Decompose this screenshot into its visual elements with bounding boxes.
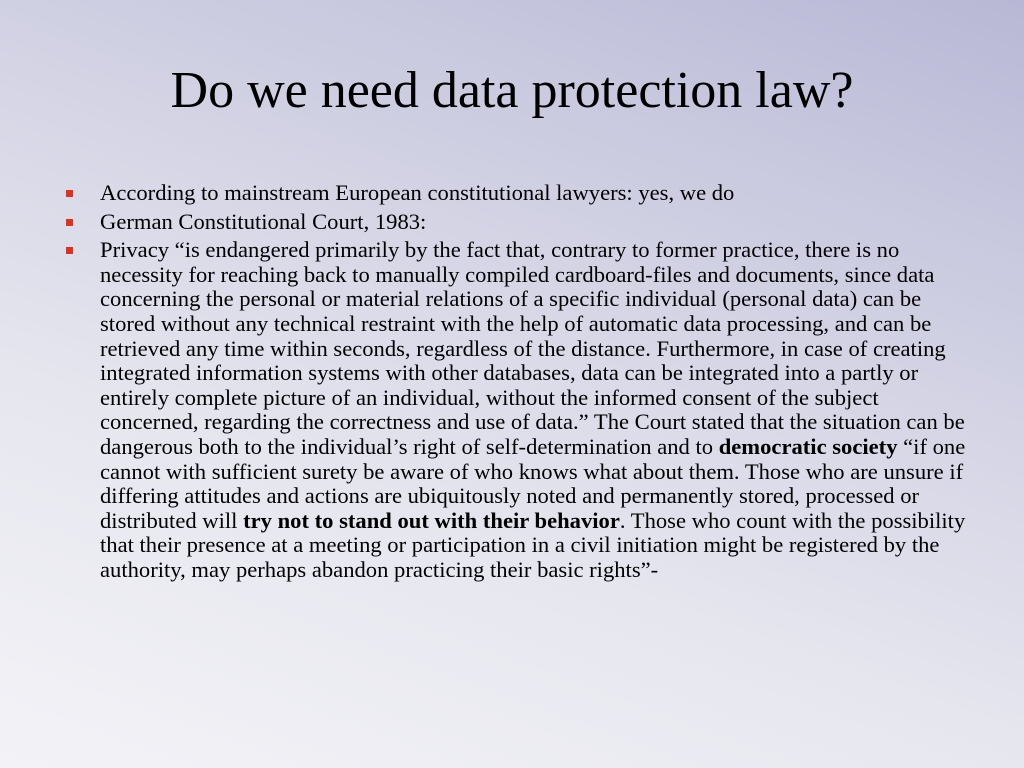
bullet-text-part-1: Privacy “is endangered primarily by the fact that, contrary to former practice, there is no necessity for reaching back to manually compiled cardboard-files and documents, since data concerning the personal or material relations of a specific individual (personal data) can be stored without any technical restraint with the help of automatic data processing, and can be retrieved any time within seconds, regardless of the distance. Furthermore, in case of creating integrated information systems with other databases, data can be integrated into a partly or entirely complete picture of an individual, without the informed consent of the subject concerned, regarding the correctness and use of data.” The Court stated that the situation can be dangerous both to the individual’s right of self-determination and to bbox=[100, 237, 965, 459]
square-bullet-icon bbox=[66, 190, 73, 197]
bullet-text: According to mainstream European constitutional lawyers: yes, we do bbox=[100, 180, 735, 205]
square-bullet-icon bbox=[66, 247, 73, 254]
emphasis-try-not-to-stand-out: try not to stand out with their behavior bbox=[243, 507, 620, 533]
bullet-text: German Constitutional Court, 1983: bbox=[100, 208, 427, 234]
bullet-item-german-court bbox=[62, 210, 974, 235]
bullet-item-mainstream-lawyers bbox=[62, 181, 974, 206]
bullet-item-privacy-quote bbox=[62, 238, 974, 582]
slide-title: Do we need data protection law? bbox=[170, 62, 854, 119]
square-bullet-icon bbox=[66, 219, 73, 226]
bullet-text-part-2: “if one cannot with sufficient surety be aware of who knows what about them. Those who are unsure if differing attitudes and actions are ubiquitously noted and permanently stored, processed or distributed will bbox=[100, 433, 966, 533]
bullet-list bbox=[62, 181, 974, 587]
bullet-text-part-3: . Those who count with the possibility that their presence at a meeting or participation in a civil initiation might be registered by the authority, may perhaps abandon practicing their basic rights”- bbox=[100, 507, 966, 582]
emphasis-democratic-society: democratic society bbox=[718, 433, 898, 459]
